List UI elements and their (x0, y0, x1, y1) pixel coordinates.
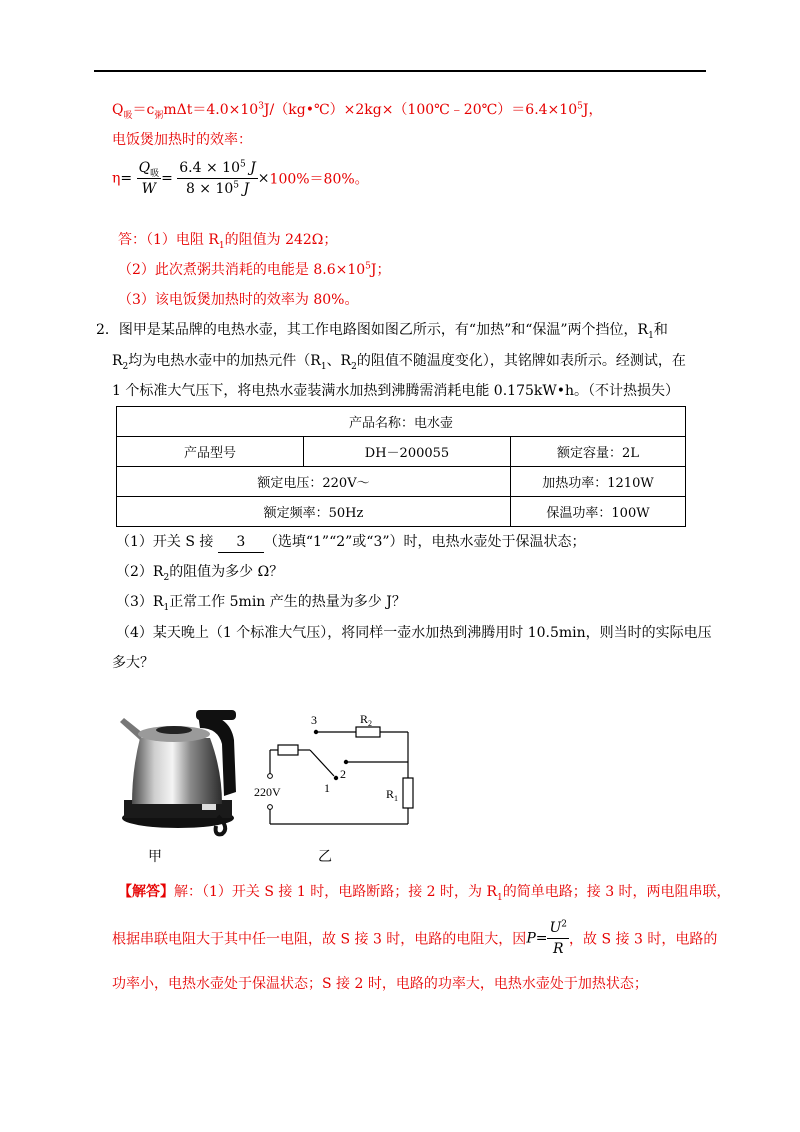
problem2-stem-line3: 1 个标准大气压下，将电热水壶装满水加热到沸腾需消耗电能 0.175kW•h。（不计热损失） (112, 383, 680, 399)
nameplate-table (116, 406, 686, 527)
terminal-top (268, 774, 273, 779)
product-name-cell: 产品名称：电水壶 (117, 407, 686, 437)
resistor-r2 (356, 727, 380, 737)
fraction-energy-values: $\frac{6.4 \times 10^5 J}{8 \times 10^5 J}$ (179, 159, 256, 197)
problem2-stem-line1: 2．图甲是某品牌的电热水壶，其工作电路图如图乙所示，有“加热”和“保温”两个挡位，$R_1$和 (96, 322, 668, 341)
solution-line2: 根据串联电阻大于其中任一电阻，故 S 接 3 时，电路的电阻大，因P= $\frac{U^2}{R}$ ，故 S 接 3 时，电路的 (112, 919, 718, 957)
solution-line3: 功率小，电热水壶处于保温状态；S 接 2 时，电路的功率大，电热水壶处于加热状态； (112, 976, 648, 992)
question-4-line1: （4）某天晚上（1 个标准大气压），将同样一壶水加热到沸腾用时 10.5min，则当时的实际电压 (116, 625, 712, 641)
keep-power-cell: 保温功率：100W (511, 497, 686, 527)
circuit-diagram (250, 712, 420, 838)
model-value-cell: DH－200055 (304, 437, 511, 467)
efficiency-label: 电饭煲加热时的效率： (112, 132, 252, 148)
caption-jia: 甲 (148, 849, 162, 865)
question-2: $(2)R_2$的阻值为多少 Ω？ (116, 564, 284, 583)
voltage-cell: 额定电压：220V～ (117, 467, 511, 497)
question-1: （1）开关 S 接 3 （选填“1”“2”或“3”）时，电热水壶处于保温状态； (116, 532, 586, 553)
problem2-stem-line2: $R_2$均为电热水壶中的加热元件（$R_1$、$R_2$的阻值不随温度变化），其铭牌如表所示。经测试，在 (112, 353, 686, 372)
capacity-cell: 额定容量：2L (511, 437, 686, 467)
terminal-bottom (268, 805, 273, 810)
label-r2: $R_2$ (360, 712, 373, 728)
resistor-r1 (403, 778, 413, 808)
label-3: 3 (311, 713, 317, 727)
model-label-cell: 产品型号 (117, 437, 304, 467)
frequency-cell: 额定频率：50Hz (117, 497, 511, 527)
solution-line1: 【解答】解：（1）开关 S 接 1 时，电路断路；接 2 时，为 $R_1$的简单电路；接 3 时，两电阻串联， (118, 884, 731, 903)
contact-2 (344, 760, 348, 764)
answer-1: 答：（1）电阻 $R_1$的阻值为 242Ω； (118, 232, 338, 251)
label-2: 2 (340, 767, 346, 781)
kettle-image (118, 700, 246, 838)
question-3: $(3)R_1$正常工作 5min 产生的热量为多少 J？ (116, 594, 406, 613)
fuse (278, 745, 298, 755)
caption-yi: 乙 (318, 849, 332, 865)
efficiency-equation: η= $\frac{Q_吸}{W}$ = $\frac{6.4 \times 10^5 J}{8 \times 10^5 J}$ ×100%＝80%。 (112, 159, 369, 197)
answer-3: （3）该电饭煲加热时的效率为 80%。 (118, 292, 359, 308)
header-rule (94, 70, 706, 72)
label-r1: $R_1$ (386, 787, 399, 803)
q1-answer-blank: 3 (218, 532, 264, 553)
answer-2: （2）此次煮粥共消耗的电能是 $8.6\times 10^5J$； (118, 261, 391, 278)
label-220v: 220V (254, 785, 281, 799)
question-4-line2: 多大？ (112, 655, 154, 671)
fraction-q-over-w: $\frac{Q_吸}{W}$ (138, 160, 160, 197)
contact-1 (334, 776, 338, 780)
label-1: 1 (324, 781, 330, 795)
fraction-u2-over-r: $\frac{U^2}{R}$ (549, 919, 568, 957)
heat-power-cell: 加热功率：1210W (511, 467, 686, 497)
contact-3 (314, 730, 318, 734)
heat-formula-line: $Q_吸=c_粥m\Delta t=4.0\times 10^3J/(kg•℃)\times 2kg\times(100℃﹣20℃)=6.4\times 10^5J$， (112, 101, 603, 121)
